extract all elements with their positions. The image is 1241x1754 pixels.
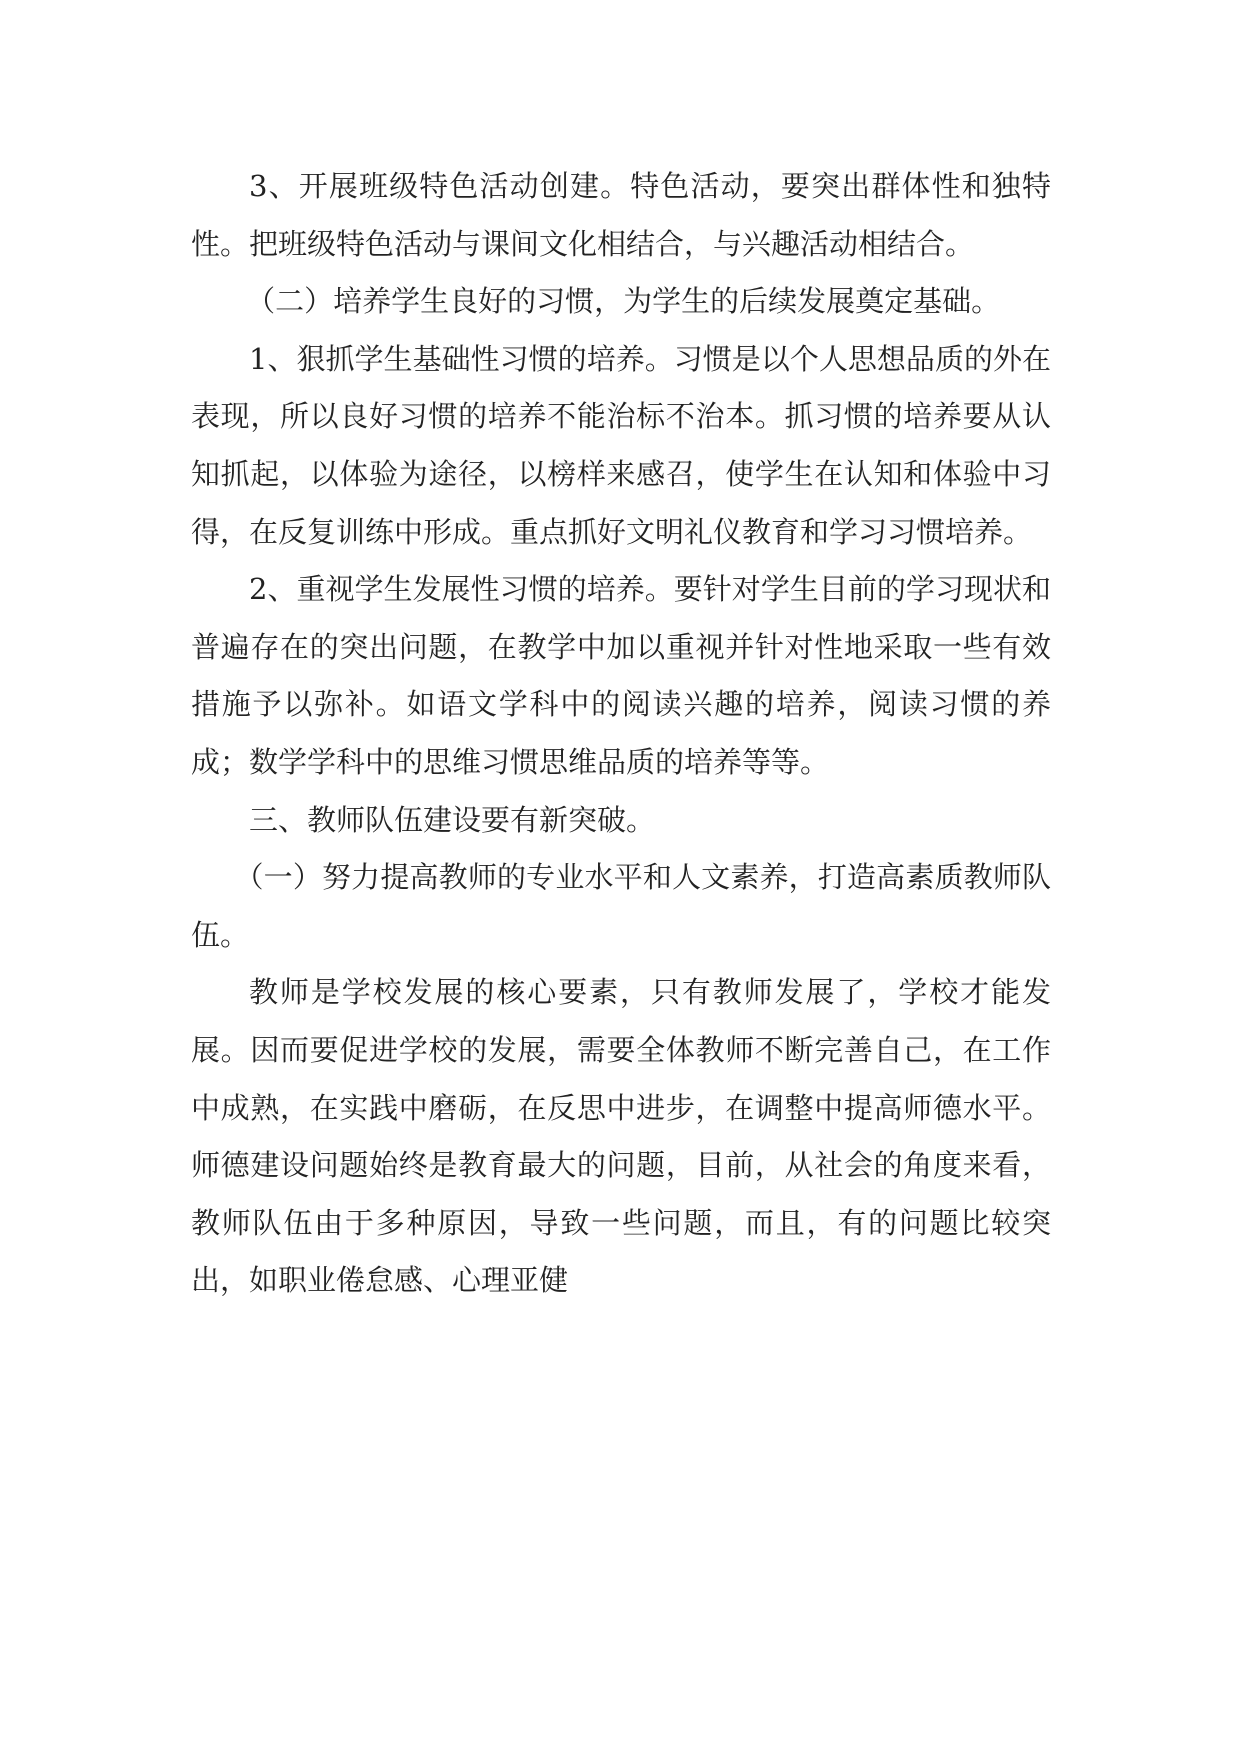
paragraph-class-activities: 3、开展班级特色活动创建。特色活动，要突出群体性和独特性。把班级特色活动与课间文化相结合，与兴趣活动相结合。 [191,169,1051,261]
paragraph-teacher-development: 教师是学校发展的核心要素，只有教师发展了，学校才能发展。因而要促进学校的发展，需要全体教师不断完善自己，在工作中成熟，在实践中磨砺，在反思中进步，在调整中提高师德水平。师德建设问题始终是教育最大的问题，目前，从社会的角度来看，教师队伍由于多种原因，导致一些问题，而且，有的问题比较突出，如职业倦怠感、心理亚健 [191,975,1051,1298]
paragraph-section-habits-heading: （二）培养学生良好的习惯，为学生的后续发展奠定基础。 [246,284,1001,319]
paragraph-teacher-quality-heading: （一）努力提高教师的专业水平和人文素养，打造高素质教师队伍。 [191,860,1051,952]
paragraph-basic-habits: 1、狠抓学生基础性习惯的培养。习惯是以个人思想品质的外在表现，所以良好习惯的培养不能治标不治本。抓习惯的培养要从认知抓起，以体验为途径，以榜样来感召，使学生在认知和体验中习得，在反复训练中形成。重点抓好文明礼仪教育和学习习惯培养。 [191,341,1051,549]
paragraph-development-habits: 2、重视学生发展性习惯的培养。要针对学生目前的学习现状和普遍存在的突出问题，在教学中加以重视并针对性地采取一些有效措施予以弥补。如语文学科中的阅读兴趣的培养，阅读习惯的养成；数学学科中的思维习惯思维品质的培养等等。 [191,572,1051,779]
paragraph-teacher-team-heading: 三、教师队伍建设要有新突破。 [249,802,656,837]
document-body [191,158,1051,1310]
